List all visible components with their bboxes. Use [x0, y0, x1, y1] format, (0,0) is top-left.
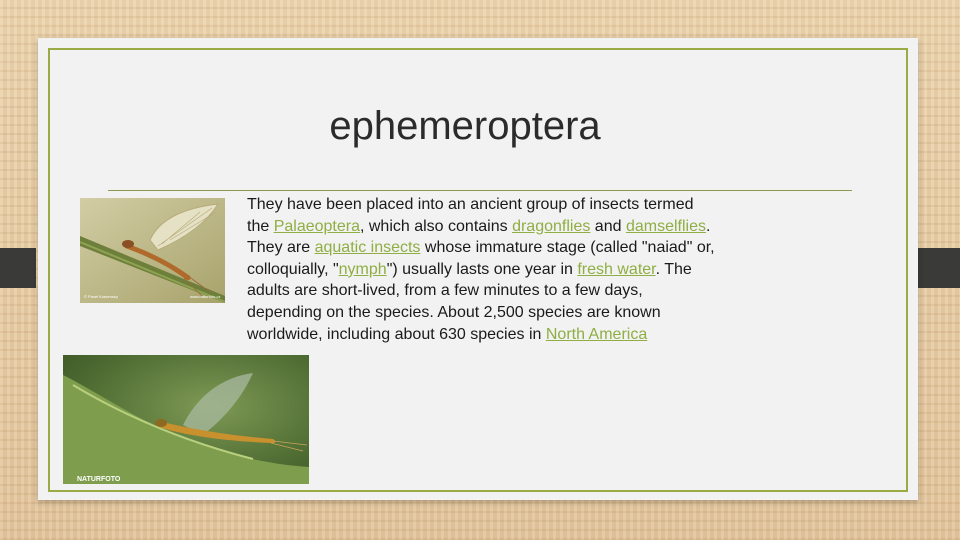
- decorative-side-tab-left: [0, 248, 36, 288]
- paragraph-text: , which also contains: [359, 217, 513, 235]
- mayfly-photo-2: [63, 355, 309, 484]
- paragraph-link-dragonflies[interactable]: dragonflies: [512, 217, 591, 235]
- paragraph-text: and: [590, 217, 626, 235]
- paragraph-text: They have been placed into an ancient group of insects termed the: [247, 196, 694, 235]
- paragraph-text: . They are: [247, 217, 711, 257]
- paragraph-link-aquatic-insects[interactable]: aquatic insects: [314, 239, 421, 257]
- paragraph-link-damselflies[interactable]: damselflies: [625, 217, 706, 235]
- photo1-credit: © Pavel Krasensky: [84, 294, 118, 299]
- paragraph-link-fresh-water[interactable]: fresh water: [577, 260, 656, 278]
- title-divider: [108, 190, 852, 191]
- slide-body-paragraph: [247, 194, 717, 345]
- paragraph-text: whose immature stage (called "naiad" or, colloquially, ": [247, 239, 715, 278]
- paragraph-link-palaeoptera[interactable]: Palaeoptera: [273, 217, 360, 235]
- mayfly-photo-1: [80, 198, 225, 303]
- photo2-watermark: NATURFOTO: [77, 476, 121, 483]
- paragraph-text: . The adults are short-lived, from a few minutes to a few days, depending on the species. About 2,500 species are known worldwide, including about 630 species in: [247, 260, 692, 343]
- slide-title: ephemeroptera: [329, 104, 601, 148]
- paragraph-text: ") usually lasts one year in: [386, 260, 578, 278]
- paragraph-link-north-america[interactable]: North America: [545, 325, 648, 343]
- photo1-site: www.naturfoto.cz: [190, 294, 221, 299]
- paragraph-link-nymph[interactable]: nymph: [338, 260, 387, 278]
